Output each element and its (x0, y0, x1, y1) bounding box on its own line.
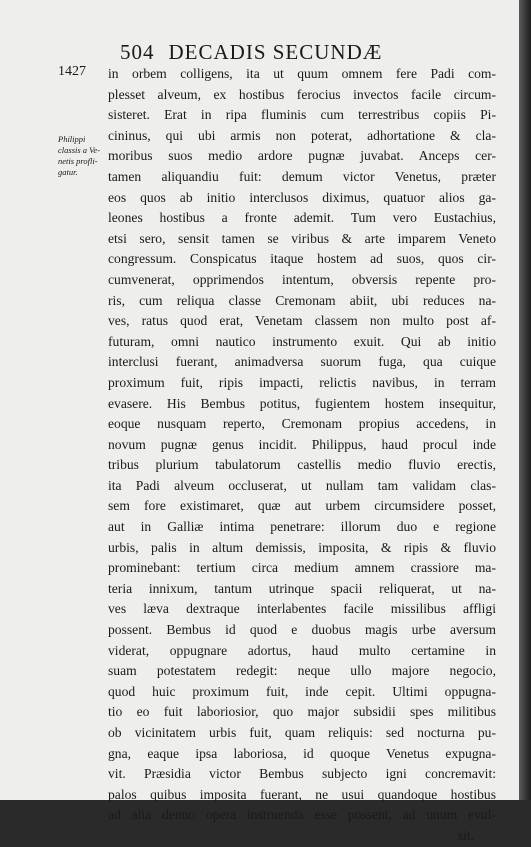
page-number: 504 (120, 40, 155, 64)
text-line: eos quos ab initio interclusos diximus, quatuor alios ga- (108, 189, 496, 205)
text-line: gna, eaque ipsa laboriosa, id quoque Venetus expugna- (108, 745, 496, 761)
text-line: palos quibus imposita fuerant, ne usui quandoque hostibus (108, 786, 496, 802)
text-line: etsi sero, sensit tamen se viribus & arte imparem Veneto (108, 230, 496, 246)
text-line: leones hostibus a fronte ademit. Tum vero Eustachius, (108, 210, 496, 226)
text-line: plesset alveum, ex hostibus ferocius invectos facile circum- (108, 86, 496, 102)
margin-note-line: netis profli- (58, 156, 98, 166)
text-line: urbis, palis in altum demissis, imposita, & ripis & fluvio (108, 539, 496, 555)
text-line: ris, cum reliqua classe Cremonam abiit, ubi reduces na- (108, 292, 496, 308)
text-line: eoque nusquam reperto, Cremonam propius accedens, in (108, 416, 496, 432)
text-line: futuram, omni nautico instrumento exuit. Qui ab initio (108, 333, 496, 349)
text-line: cininus, qui ubi armis non poterat, adhortatione & cla- (108, 127, 496, 143)
text-line: novum pugnæ genus incidit. Philippus, haud procul inde (108, 436, 496, 452)
running-header (120, 40, 382, 65)
text-line: suam potestatem redegit: neque ullo majore negocio, (108, 663, 496, 679)
text-line: congressum. Conspicatus itaque hostem ad suos, quos cir- (108, 251, 496, 267)
text-line: viderat, oppugnare adortus, haud multo certamine in (108, 642, 496, 658)
text-line: ob vicinitatem urbis fuit, quam reliquis: sed nocturna pu- (108, 725, 496, 740)
text-line: sisteret. Erat in ripa fluminis cum terrestribus copiis Pi- (108, 107, 496, 123)
text-line: proximum fuit, ripis impacti, relictis navibus, in terram (108, 374, 496, 390)
text-line: ita Padi alveum occluserat, ut nullam tam validam clas- (108, 477, 496, 493)
margin-year: 1427 (58, 64, 86, 79)
text-line: sem fore existimaret, quæ aut urbem circumsidere posset, (108, 498, 496, 514)
text-line: evasere. His Bembus potitus, fugientem hostem insequitur, (108, 395, 496, 411)
text-line: vit. Præsidia victor Bembus subjecto igni concremavit: (108, 766, 496, 782)
text-line: ves læva dextraque interlabentes facile missilibus affligi (108, 601, 496, 617)
text-line: quod huic proximum fuit, inde cepit. Ultimi oppugna- (108, 683, 496, 699)
text-line: ad alia denuo opera instruenda esse possent, ad unum evul- (108, 807, 496, 823)
text-line: tio eo fuit laboriosior, quo major subsidii spes militibus (108, 704, 496, 720)
text-line: interclusi fuerant, animadversa suorum fuga, qua cuique (108, 354, 496, 370)
body-text (108, 64, 496, 847)
text-line: tribus plurium tabulatorum castellis medio fluvio erectis, (108, 457, 496, 473)
text-line: tamen aliquandiu fuit: demum victor Venetus, præter (108, 168, 496, 184)
text-line: teria innixum, tantum utrinque spacii reliquerat, ut na- (108, 580, 496, 596)
text-line: aut in Galliæ intima penetrare: illorum duo e regione (108, 519, 496, 535)
margin-note-line: classis a Ve- (58, 145, 101, 155)
margin-note (58, 134, 110, 178)
running-title: DECADIS SECUNDÆ (168, 40, 383, 64)
text-line: moribus suos medio ardore pugnæ juvabat. Anceps cer- (108, 148, 496, 164)
text-line: in orbem colligens, ita ut quum omnem fere Padi com- (108, 66, 496, 81)
book-edge-shadow (519, 0, 531, 800)
text-line: cumvenerat, opprimendos intentum, obversis repente pro- (108, 271, 496, 287)
text-line: prominebant: tertium circa medium amnem crassiore ma- (108, 560, 496, 576)
catchword: sit. (457, 827, 474, 843)
margin-note-line: Philippi (58, 134, 86, 144)
margin-note-line: gatur. (58, 167, 78, 177)
text-line: possent. Bembus id quod e duobus magis urbe aversum (108, 622, 496, 638)
text-line: ves, ratus quod erat, Venetam classem non multo post af- (108, 313, 496, 329)
